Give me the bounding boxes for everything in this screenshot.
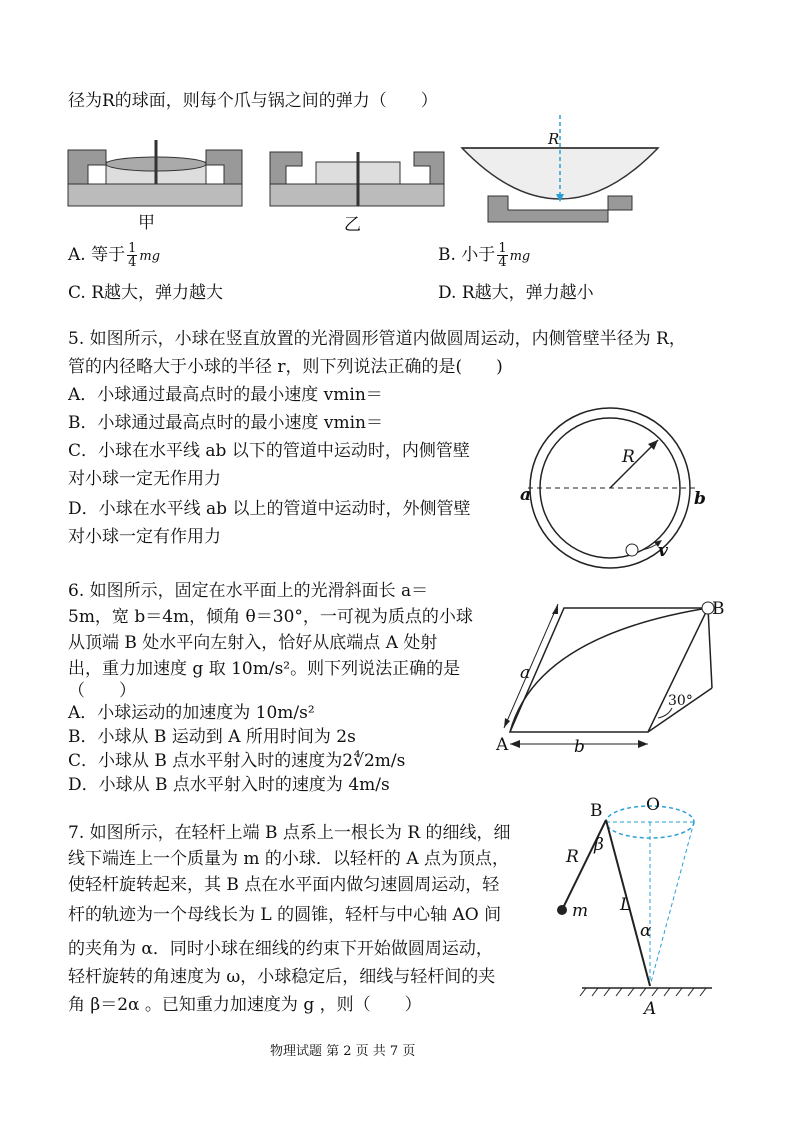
q7-stem-line2: 线下端连上一个质量为 m 的小球．以轻杆的 A 点为顶点，	[68, 849, 510, 869]
q4-option-a-prefix: A. 等于	[68, 245, 126, 265]
fraction-num: 1	[128, 241, 137, 256]
q6-stem-line3: 从顶端 B 处水平向左射入，恰好从底端点 A 处射	[68, 633, 438, 653]
fraction-num: 1	[498, 241, 507, 256]
cone-A-label: A	[644, 999, 657, 1019]
q5-option-d-line2: 对小球一定有作用力	[68, 527, 221, 547]
q5-option-d-line1[interactable]: D．小球在水平线 ab 以上的管道中运动时，外侧管壁	[68, 499, 471, 519]
cone-O-label: O	[646, 795, 660, 815]
q4-option-a-tail: mg	[139, 249, 161, 264]
q7-stem-line1: 7. 如图所示，在轻杆上端 B 点系上一根长为 R 的细线，细	[68, 823, 511, 843]
q4-stem-end: 径为R的球面，则每个爪与锅之间的弹力（ ）	[68, 91, 438, 111]
q7-stem-line7: 角 β＝2α 。已知重力加速度为 g ，则（ ）	[68, 995, 422, 1015]
q6-stem-line2: 5m，宽 b＝4m，倾角 θ＝30°，一可视为质点的小球	[68, 607, 473, 627]
incline-b-label: b	[574, 737, 585, 757]
incline-A-label: A	[496, 735, 509, 755]
q7-stem-line6: 轻杆旋转的角速度为 ω，小球稳定后，细线与轻杆间的夹	[68, 967, 496, 987]
tube-a-label: a	[520, 485, 532, 505]
q6-stem-line5: （ ）	[68, 681, 136, 701]
cone-L-label: L	[620, 895, 632, 915]
q5-stem-line2: 管的内径略大于小球的半径 r，则下列说法正确的是( )	[68, 357, 503, 377]
q6-option-d[interactable]: D．小球从 B 点水平射入时的速度为 4m/s	[68, 775, 390, 795]
incline-B-label: B	[712, 599, 725, 619]
q6-option-b[interactable]: B．小球从 B 运动到 A 所用时间为 2s	[68, 727, 356, 747]
incline-a-label: a	[520, 663, 531, 683]
q5-option-b[interactable]: B．小球通过最高点时的最小速度 vmin＝	[68, 413, 384, 433]
q4-option-b-prefix: B. 小于	[438, 245, 496, 265]
q4-option-b[interactable]	[438, 242, 530, 269]
cone-m-label: m	[572, 901, 589, 921]
q4-option-c[interactable]: C. R越大，弹力越大	[68, 283, 224, 303]
wok-R-label: R	[548, 130, 560, 148]
tube-v-label: v	[658, 541, 668, 561]
cone-rod-figure	[552, 790, 732, 1000]
q4-option-b-tail: mg	[509, 249, 531, 264]
q6-stem-line1: 6. 如图所示，固定在水平面上的光滑斜面长 a＝	[68, 581, 429, 601]
incline-figure	[496, 596, 726, 766]
page-footer: 物理试题 第 2 页 共 7 页	[270, 1044, 416, 1059]
circular-tube-figure	[520, 400, 720, 570]
cone-R-label: R	[566, 847, 579, 867]
q7-stem-line3: 使轻杆旋转起来，其 B 点在水平面内做匀速圆周运动，轻	[68, 875, 500, 895]
q4-option-d[interactable]: D. R越大，弹力越小	[438, 283, 594, 303]
q6-stem-line4: 出，重力加速度 g 取 10m/s²。则下列说法正确的是	[68, 659, 461, 679]
fraction	[127, 242, 137, 269]
q5-option-c-line1[interactable]: C．小球在水平线 ab 以下的管道中运动时，内侧管壁	[68, 441, 470, 461]
tube-R-label: R	[622, 447, 635, 467]
fraction	[497, 242, 507, 269]
q4-option-a[interactable]	[68, 242, 160, 269]
fraction-den: 4	[128, 255, 137, 270]
fraction-den: 4	[498, 255, 507, 270]
q6-option-a[interactable]: A．小球运动的加速度为 10m/s²	[68, 703, 315, 723]
fig-label-yi: 乙	[344, 215, 361, 235]
cone-alpha-label: α	[640, 921, 652, 941]
q6-option-c[interactable]: C．小球从 B 点水平射入时的速度为2∜2m/s	[68, 751, 406, 771]
q5-option-a[interactable]: A．小球通过最高点时的最小速度 vmin＝	[68, 385, 383, 405]
wok-figure	[460, 110, 660, 225]
fig-label-jia: 甲	[138, 213, 155, 233]
stove-figure-yi	[268, 150, 448, 210]
cone-B-label: B	[590, 801, 603, 821]
incline-angle-label: 30°	[668, 693, 693, 709]
tube-b-label: b	[694, 489, 706, 509]
q5-stem-line1: 5. 如图所示，小球在竖直放置的光滑圆形管道内做圆周运动，内侧管壁半径为 R，	[68, 329, 686, 349]
q7-stem-line5: 的夹角为 α．同时小球在细线的约束下开始做圆周运动，	[68, 939, 493, 959]
q7-stem-line4: 杆的轨迹为一个母线长为 L 的圆锥，轻杆与中心轴 AO 间	[68, 905, 502, 925]
q5-option-c-line2: 对小球一定无作用力	[68, 469, 221, 489]
cone-beta-label: β	[594, 835, 604, 855]
stove-figure-jia	[66, 140, 246, 230]
